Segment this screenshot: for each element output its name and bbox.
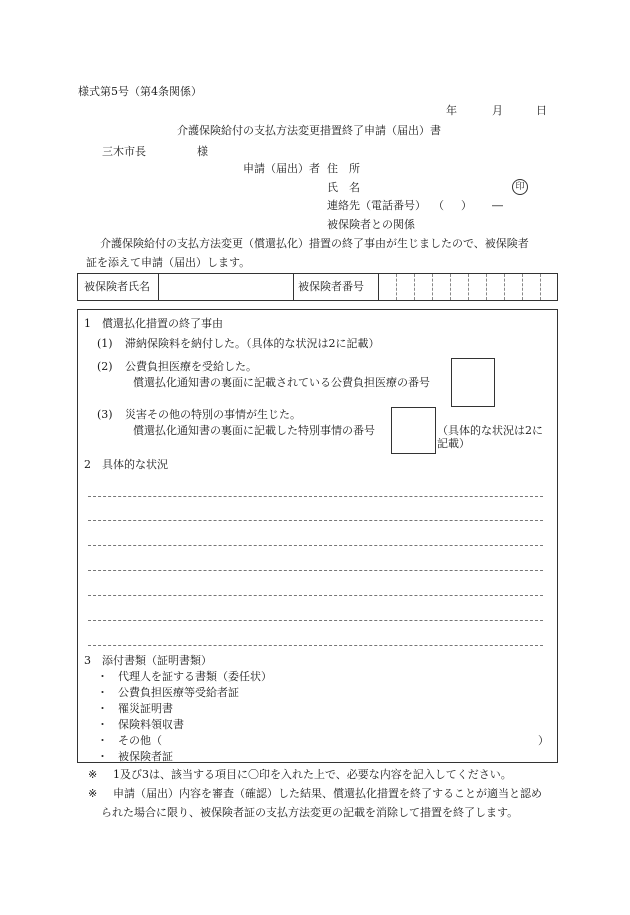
attachment-item: 公費負担医療等受給者証 — [118, 686, 239, 699]
contact-dash: ― — [492, 199, 503, 212]
section1-item3-text: 災害その他の特別の事情が生じた。 — [125, 408, 301, 421]
date-month: 月 — [492, 104, 503, 117]
situation-line[interactable] — [88, 620, 543, 621]
name-label: 氏 名 — [327, 181, 360, 194]
intro-line-1: 介護保険給付の支払方法変更（償還払化）措置の終了事由が生じましたので、被保険者 — [100, 237, 529, 250]
section1-item2-number: (2) — [97, 360, 113, 373]
digit-cell — [486, 274, 487, 300]
attachment-item: 被保険者証 — [118, 750, 173, 763]
bullet: ・ — [97, 750, 108, 763]
special-circumstance-number-box[interactable] — [391, 407, 436, 454]
attachment-other-close: ） — [538, 734, 549, 747]
situation-line[interactable] — [88, 496, 543, 497]
insured-name-field[interactable] — [160, 275, 292, 299]
attachment-item: 罹災証明書 — [118, 702, 173, 715]
bullet: ・ — [97, 718, 108, 731]
section1-heading: 1 償還払化措置の終了事由 — [84, 317, 223, 330]
section1-item2-sub: 償還払化通知書の裏面に記載されている公費負担医療の番号 — [133, 376, 430, 389]
address-label: 住 所 — [327, 162, 360, 175]
page-title: 介護保険給付の支払方法変更措置終了申請（届出）書 — [177, 124, 441, 137]
section1-item3-note-1: （具体的な状況は2に — [437, 424, 543, 437]
section2-heading: 2 具体的な状況 — [84, 458, 168, 471]
digit-cell — [414, 274, 415, 300]
contact-paren-close: ） — [461, 199, 472, 212]
section1-item2-text: 公費負担医療を受給した。 — [125, 360, 257, 373]
public-expense-number-box[interactable] — [451, 358, 495, 407]
note-mark: ※ — [88, 787, 98, 800]
digit-cell — [522, 274, 523, 300]
digit-cell — [468, 274, 469, 300]
attachment-item-other: その他（ — [118, 734, 162, 747]
bullet: ・ — [97, 670, 108, 683]
insured-name-label: 被保険者氏名 — [84, 280, 150, 293]
section1-item3-note-2: 記載） — [437, 437, 470, 450]
attachment-item: 保険料領収書 — [118, 718, 184, 731]
contact-paren-open: （ — [433, 199, 444, 212]
intro-line-2: 証を添えて申請（届出）します。 — [86, 256, 251, 269]
section1-item3-number: (3) — [97, 408, 113, 421]
bullet: ・ — [97, 702, 108, 715]
form-number: 様式第5号（第4条関係） — [78, 85, 202, 98]
situation-line[interactable] — [88, 570, 543, 571]
addressee-honorific: 様 — [197, 145, 208, 158]
digit-cell — [540, 274, 541, 300]
digit-cell — [432, 274, 433, 300]
date-line — [446, 104, 547, 117]
note-2-line-2: られた場合に限り、被保険者証の支払方法変更の記載を消除して措置を終了します。 — [101, 806, 519, 819]
section1-item1-text: 滞納保険料を納付した。（具体的な状況は2に記載） — [125, 337, 380, 350]
note-1: 1及び3は、該当する項目に〇印を入れた上で、必要な内容を記入してください。 — [113, 768, 512, 781]
relation-label: 被保険者との関係 — [327, 218, 415, 231]
digit-cell — [504, 274, 505, 300]
insured-id-table — [77, 273, 558, 301]
attachment-item: 代理人を証する書類（委任状） — [118, 670, 272, 683]
insured-number-label: 被保険者番号 — [298, 280, 364, 293]
addressee: 三木市長 — [102, 145, 146, 158]
digit-cell — [450, 274, 451, 300]
seal-icon: 印 — [512, 179, 528, 195]
divider — [158, 274, 159, 300]
date-year: 年 — [446, 104, 457, 117]
applicant-label: 申請（届出）者 — [243, 162, 320, 175]
note-mark: ※ — [88, 768, 98, 781]
situation-line[interactable] — [88, 520, 543, 521]
contact-label: 連絡先（電話番号） — [327, 199, 426, 212]
section1-item3-sub: 償還払化通知書の裏面に記載した特別事情の番号 — [133, 424, 375, 437]
note-2-line-1: 申請（届出）内容を審査（確認）した結果、償還払化措置を終了することが適当と認め — [113, 787, 542, 800]
section3-heading: 3 添付書類（証明書類） — [84, 654, 212, 667]
digit-cell — [378, 274, 379, 300]
bullet: ・ — [97, 686, 108, 699]
situation-line[interactable] — [88, 545, 543, 546]
digit-cell — [396, 274, 397, 300]
date-day: 日 — [536, 104, 547, 117]
divider — [293, 274, 294, 300]
bullet: ・ — [97, 734, 108, 747]
section1-item1-number: (1) — [97, 337, 113, 350]
situation-line[interactable] — [88, 645, 543, 646]
insured-number-field[interactable] — [378, 274, 557, 300]
situation-line[interactable] — [88, 595, 543, 596]
